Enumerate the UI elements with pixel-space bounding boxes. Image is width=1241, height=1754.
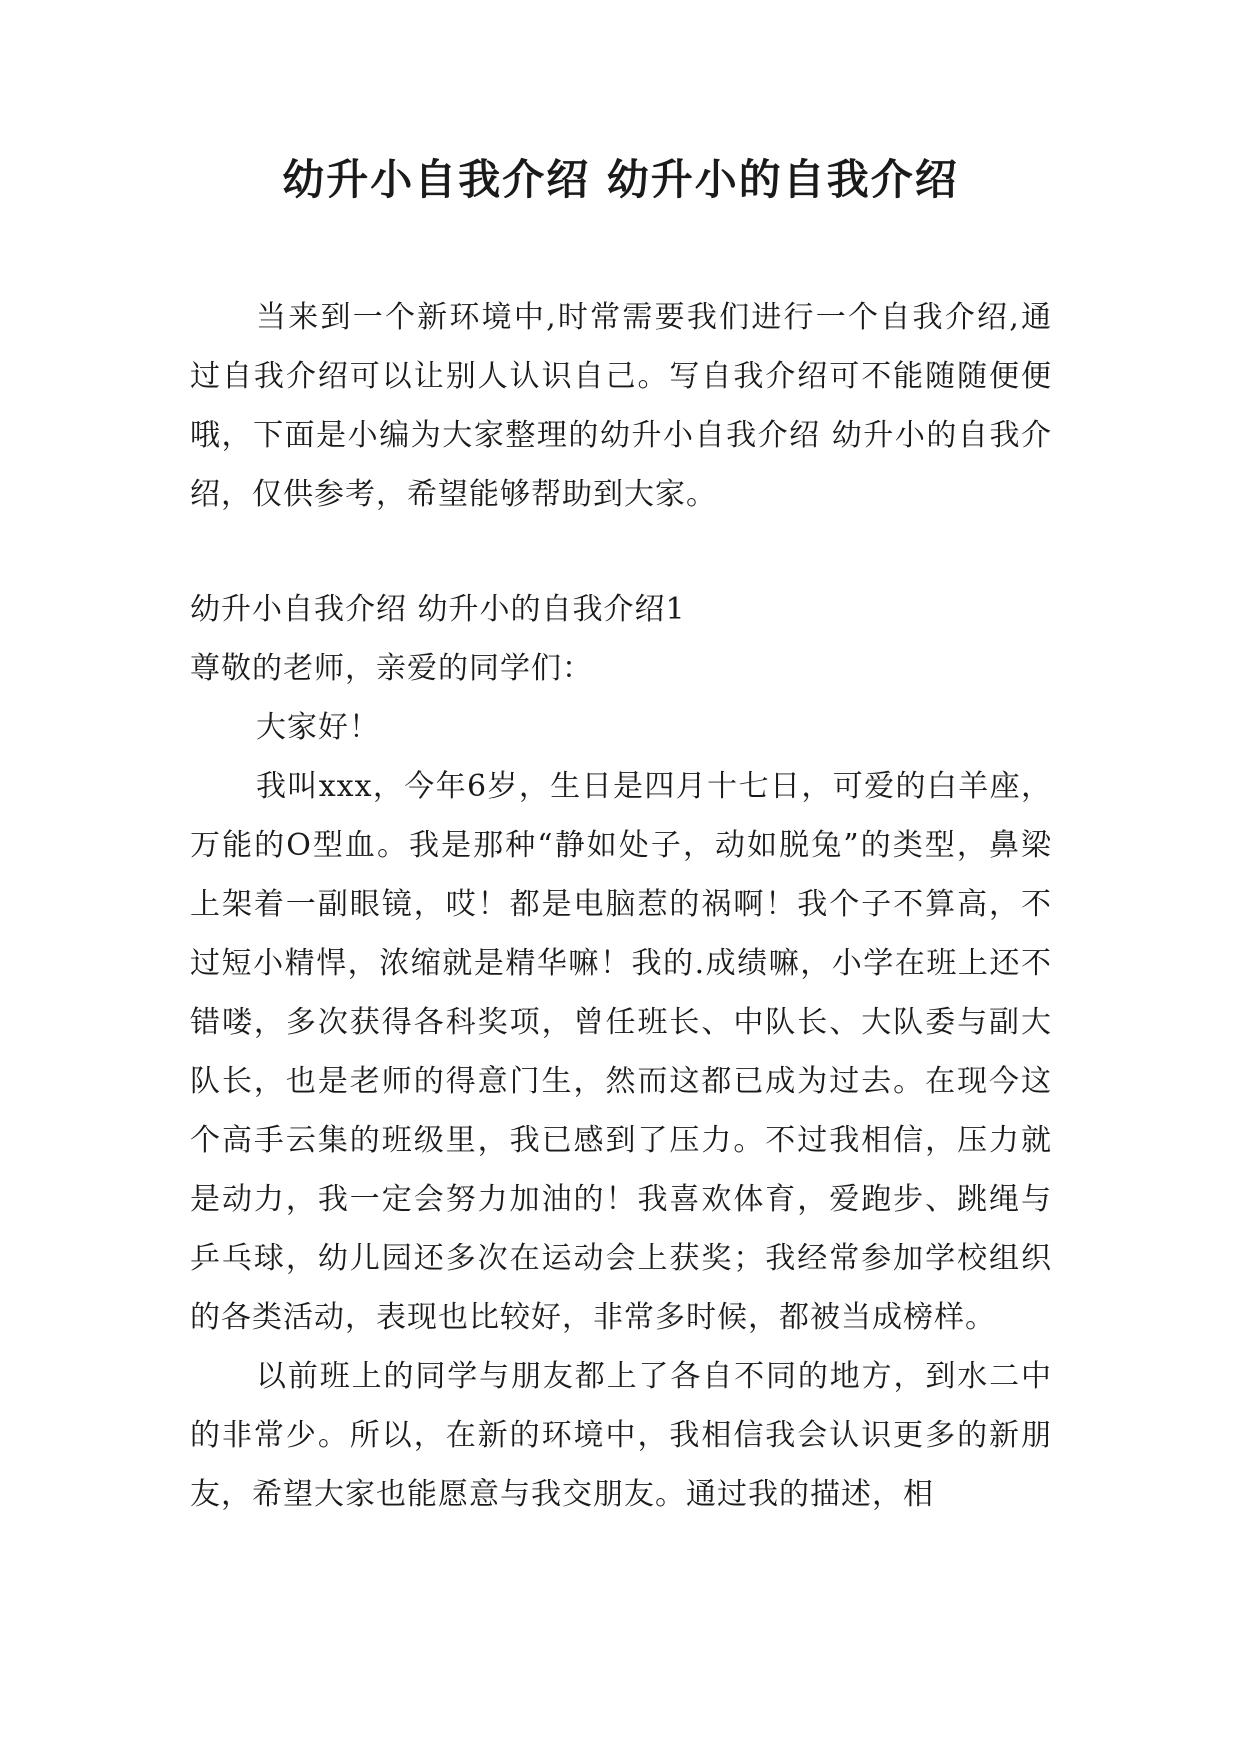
greeting: 大家好！ (256, 710, 380, 745)
body-paragraph-2: 以前班上的同学与朋友都上了各自不同的地方，到水二中的非常少。所以，在新的环境中，我相信我会认识更多的新朋友，希望大家也能愿意与我交朋友。通过我的描述，相 (190, 1359, 1052, 1512)
body-paragraph-1: 我叫xxx，今年6岁，生日是四月十七日，可爱的白羊座，万能的O型血。我是那种“静如处子，动如脱兔”的类型，鼻梁上架着一副眼镜，哎！都是电脑惹的祸啊！我个子不算高，不过短小精悍，浓缩就是精华嘛！我的.成绩嘛，小学在班上还不错喽，多次获得各科奖项，曾任班长、中队长、大队委与副大队长，也是老师的得意门生，然而这都已成为过去。在现今这个高手云集的班级里，我已感到了压力。不过我相信，压力就是动力，我一定会努力加油的！我喜欢体育，爱跑步、跳绳与乒乓球，幼儿园还多次在运动会上获奖；我经常参加学校组织的各类活动，表现也比较好，非常多时候，都被当成榜样。 (190, 769, 1052, 1335)
intro-paragraph: 当来到一个新环境中,时常需要我们进行一个自我介绍,通过自我介绍可以让别人认识自己。写自我介绍可不能随随便便哦，下面是小编为大家整理的幼升小自我介绍 幼升小的自我介绍，仅供参考，希望能够帮助到大家。 (190, 300, 1052, 512)
section-heading: 幼升小自我介绍 幼升小的自我介绍1 (190, 592, 686, 627)
document-title: 幼升小自我介绍 幼升小的自我介绍 (282, 155, 959, 204)
salutation: 尊敬的老师，亲爱的同学们： (190, 651, 593, 686)
section-1 (190, 580, 1052, 1524)
